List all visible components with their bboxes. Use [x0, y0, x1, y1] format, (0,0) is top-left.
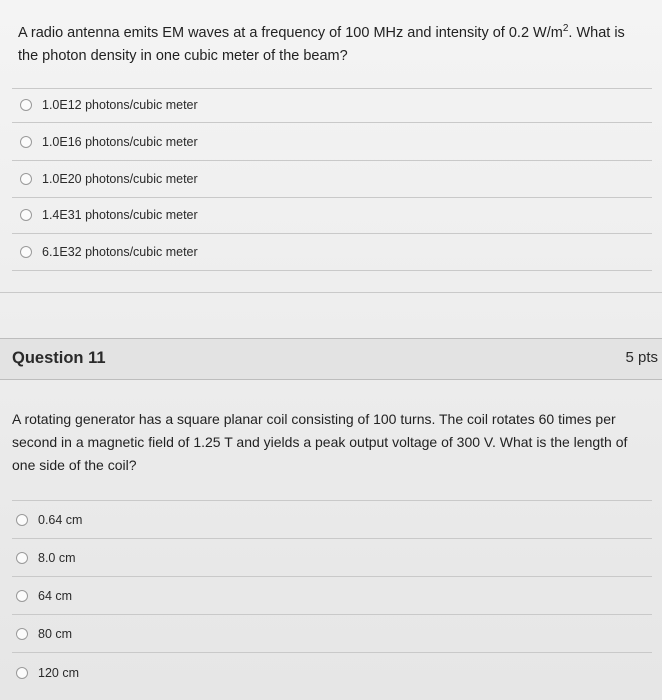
question-11-text: A rotating generator has a square planar coil consisting of 100 turns. The coil rotates 60 times per second in a magnetic field of 1.25 T and yields a peak output voltage of 300 V. What is the length of one side of the coil?	[12, 411, 628, 473]
divider	[0, 292, 662, 293]
radio-button[interactable]	[20, 209, 32, 221]
divider	[12, 160, 652, 161]
divider	[12, 233, 652, 234]
q10-option-5[interactable]: 6.1E32 photons/cubic meter	[20, 245, 198, 259]
radio-button[interactable]	[16, 628, 28, 640]
q10-option-2[interactable]: 1.0E16 photons/cubic meter	[20, 135, 198, 149]
divider	[12, 197, 652, 198]
divider	[12, 122, 652, 123]
question-points: 5 pts	[625, 349, 658, 366]
question-10-text: A radio antenna emits EM waves at a frequency of 100 MHz and intensity of 0.2 $W/m^2$. What is the photon density in one cubic meter of the beam?	[18, 23, 625, 64]
radio-button[interactable]	[16, 590, 28, 602]
q10-option-3[interactable]: 1.0E20 photons/cubic meter	[20, 172, 198, 186]
radio-button[interactable]	[20, 246, 32, 258]
q11-option-1[interactable]: 0.64 cm	[16, 513, 82, 527]
divider	[12, 576, 652, 577]
q11-option-2[interactable]: 8.0 cm	[16, 551, 76, 565]
radio-button[interactable]	[16, 552, 28, 564]
radio-button[interactable]	[16, 514, 28, 526]
q10-option-4[interactable]: 1.4E31 photons/cubic meter	[20, 208, 198, 222]
q10-option-1[interactable]: 1.0E12 photons/cubic meter	[20, 98, 198, 112]
radio-button[interactable]	[16, 667, 28, 679]
radio-button[interactable]	[20, 173, 32, 185]
q11-option-3[interactable]: 64 cm	[16, 589, 72, 603]
radio-button[interactable]	[20, 136, 32, 148]
divider	[12, 614, 652, 615]
divider	[12, 270, 652, 271]
question-11-header	[0, 338, 662, 380]
divider	[12, 500, 652, 501]
divider	[12, 538, 652, 539]
divider	[12, 88, 652, 89]
question-title: Question 11	[12, 349, 106, 367]
q11-option-4[interactable]: 80 cm	[16, 627, 72, 641]
radio-button[interactable]	[20, 99, 32, 111]
q11-option-5[interactable]: 120 cm	[16, 666, 79, 680]
divider	[12, 652, 652, 653]
